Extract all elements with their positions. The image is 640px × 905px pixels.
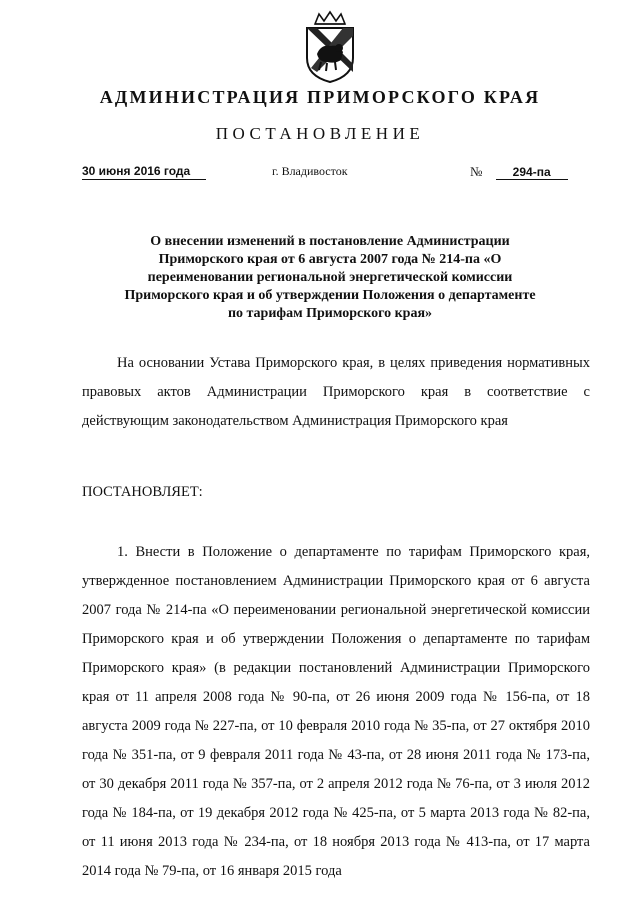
document-date: 30 июня 2016 года <box>82 164 206 180</box>
number-sign: № <box>470 164 483 179</box>
clause-1-paragraph: 1. Внести в Положение о департаменте по тарифам Приморского края, утвержденное постановлением Администрации Приморского края от 6 августа 2007 года № 214-па «О переименовании региональной энергетической комиссии Приморского края и об утверждении Положения о департаменте по тарифам Приморского края» (в редакции постановлений Администрации Приморского края от 11 апреля 2008 года № 90-па, от 26 июня 2009 года № 156-па, от 18 августа 2009 года № 227-па, от 10 февраля 2010 года № 35-па, от 27 октября 2010 года № 351-па, от 9 февраля 2011 года № 43-па, от 28 июня 2011 года № 173-па, от 30 декабря 2011 года № 357-па, от 2 апреля 2012 года № 76-па, от 3 июля 2012 года № 184-па, от 19 декабря 2012 года № 425-па, от 5 марта 2013 года № 82-па, от 11 июня 2013 года № 234-па, от 18 ноября 2013 года № 413-па, от 17 марта 2014 года № 79-па, от 16 января 2015 года <box>82 544 590 879</box>
document-title: О внесении изменений в постановление Администрации Приморского края от 6 августа 2007 года № 214-па «О переименовании региональной энергетической комиссии Приморского края и об утверждении Положения о департаменте по тарифам Приморского края» <box>124 234 536 321</box>
document-number-field <box>470 164 568 180</box>
primorye-coat-of-arms-icon <box>297 10 363 84</box>
organization-name: АДМИНИСТРАЦИЯ ПРИМОРСКОГО КРАЯ <box>99 87 541 107</box>
preamble-paragraph: На основании Устава Приморского края, в целях приведения нормативных правовых актов Администрации Приморского края в соответствие с действующим законодательством Администрация Приморского края <box>82 355 590 429</box>
document-city: г. Владивосток <box>272 164 348 178</box>
document-type: ПОСТАНОВЛЕНИЕ <box>215 124 425 143</box>
document-number: 294-па <box>496 165 568 180</box>
decree-word: ПОСТАНОВЛЯЕТ: <box>82 484 203 500</box>
coat-of-arms-emblem <box>297 10 363 84</box>
